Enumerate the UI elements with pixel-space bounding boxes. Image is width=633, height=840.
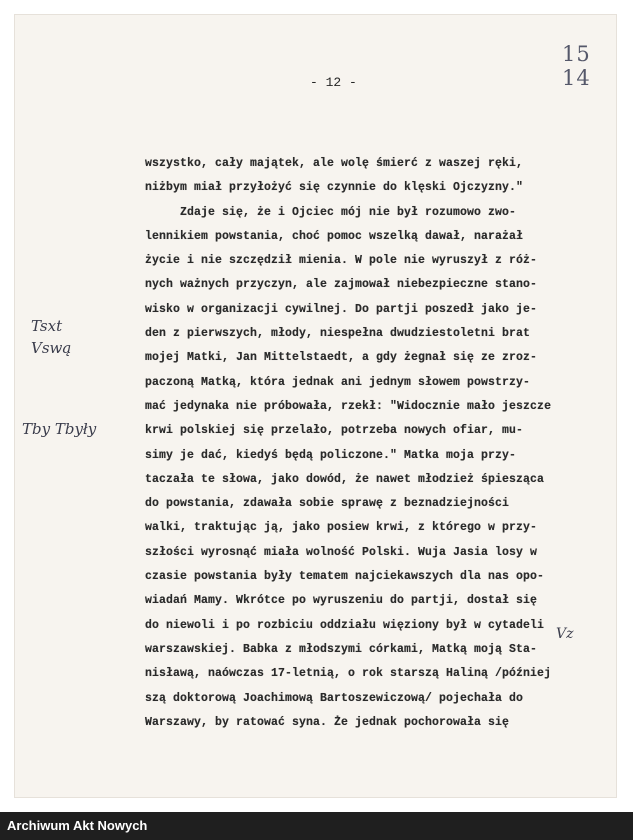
text-line: nych ważnych przyczyn, ale zajmował niebezpieczne stano- xyxy=(145,278,538,292)
text-line: mojej Matki, Jan Mittelstaedt, a gdy żegnał się ze zroz- xyxy=(145,351,538,365)
text-line: wiadań Mamy. Wkrótce po wyruszeniu do partji, dostał się xyxy=(145,594,538,608)
archive-footer xyxy=(0,812,633,840)
text-line: lennikiem powstania, choć pomoc wszelką dawał, narażał xyxy=(145,229,524,243)
text-line: den z pierwszych, młody, niespełna dwudziestoletni brat xyxy=(145,327,531,341)
text-line: do niewoli i po rozbiciu oddziału więziony był w cytadeli xyxy=(145,618,545,632)
archive-label: Archiwum Akt Nowych xyxy=(7,818,148,833)
text-line: nisławą, naówczas 17-letnią, o rok starszą Haliną /później xyxy=(145,667,552,681)
text-line: warszawskiej. Babka z młodszymi córkami, Matką moją Sta- xyxy=(145,642,538,656)
text-line: do powstania, zdawała sobie sprawę z beznadziejności xyxy=(145,497,510,511)
margin-note-correction: Vz xyxy=(556,626,574,642)
text-line: czasie powstania były tematem najciekawszych dla nas opo- xyxy=(145,570,545,584)
text-line: simy je dać, kiedyś będą policzone." Matka moja przy- xyxy=(145,448,517,462)
folio-number: 15 14 xyxy=(562,42,591,90)
typed-text-body xyxy=(145,152,553,735)
text-line: wszystko, cały majątek, ale wolę śmierć z waszej ręki, xyxy=(145,157,524,170)
text-line: krwi polskiej się przelało, potrzeba nowych ofiar, mu- xyxy=(145,424,524,438)
text-line: walki, traktując ją, jako posiew krwi, z którego w przy- xyxy=(145,521,538,535)
text-line: mać jedynaka nie próbowała, rzekł: "Widocznie mało jeszcze xyxy=(145,399,552,413)
margin-note-correction: Vswą xyxy=(31,339,72,357)
text-line: niżbym miał przyłożyć się czynnie do klęski Ojczyzny." xyxy=(145,181,524,195)
text-line: taczała te słowa, jako dowód, że nawet młodzież śpiesząca xyxy=(145,472,545,486)
text-line: wisko w organizacji cywilnej. Do partji poszedł jako je- xyxy=(145,302,538,316)
text-line: paczoną Matką, która jednak ani jednym słowem powstrzy- xyxy=(145,375,531,389)
margin-note-correction: Tby Tbyły xyxy=(22,420,97,438)
page-number: - 12 - xyxy=(310,75,357,90)
margin-note-correction: Tsxt xyxy=(31,317,63,335)
text-line: Zdaje się, że i Ojciec mój nie był rozumowo zwo- xyxy=(145,205,517,219)
text-line: życie i nie szczędził mienia. W pole nie wyruszył z róż- xyxy=(145,254,538,268)
text-line: Warszawy, by ratować syna. Że jednak pochorowała się xyxy=(145,715,510,729)
text-line: szą doktorową Joachimową Bartoszewiczową/ pojechała do xyxy=(145,691,524,705)
text-line: szłości wyrosnąć miała wolność Polski. Wuja Jasia losy w xyxy=(145,545,538,559)
document-page xyxy=(14,14,617,798)
